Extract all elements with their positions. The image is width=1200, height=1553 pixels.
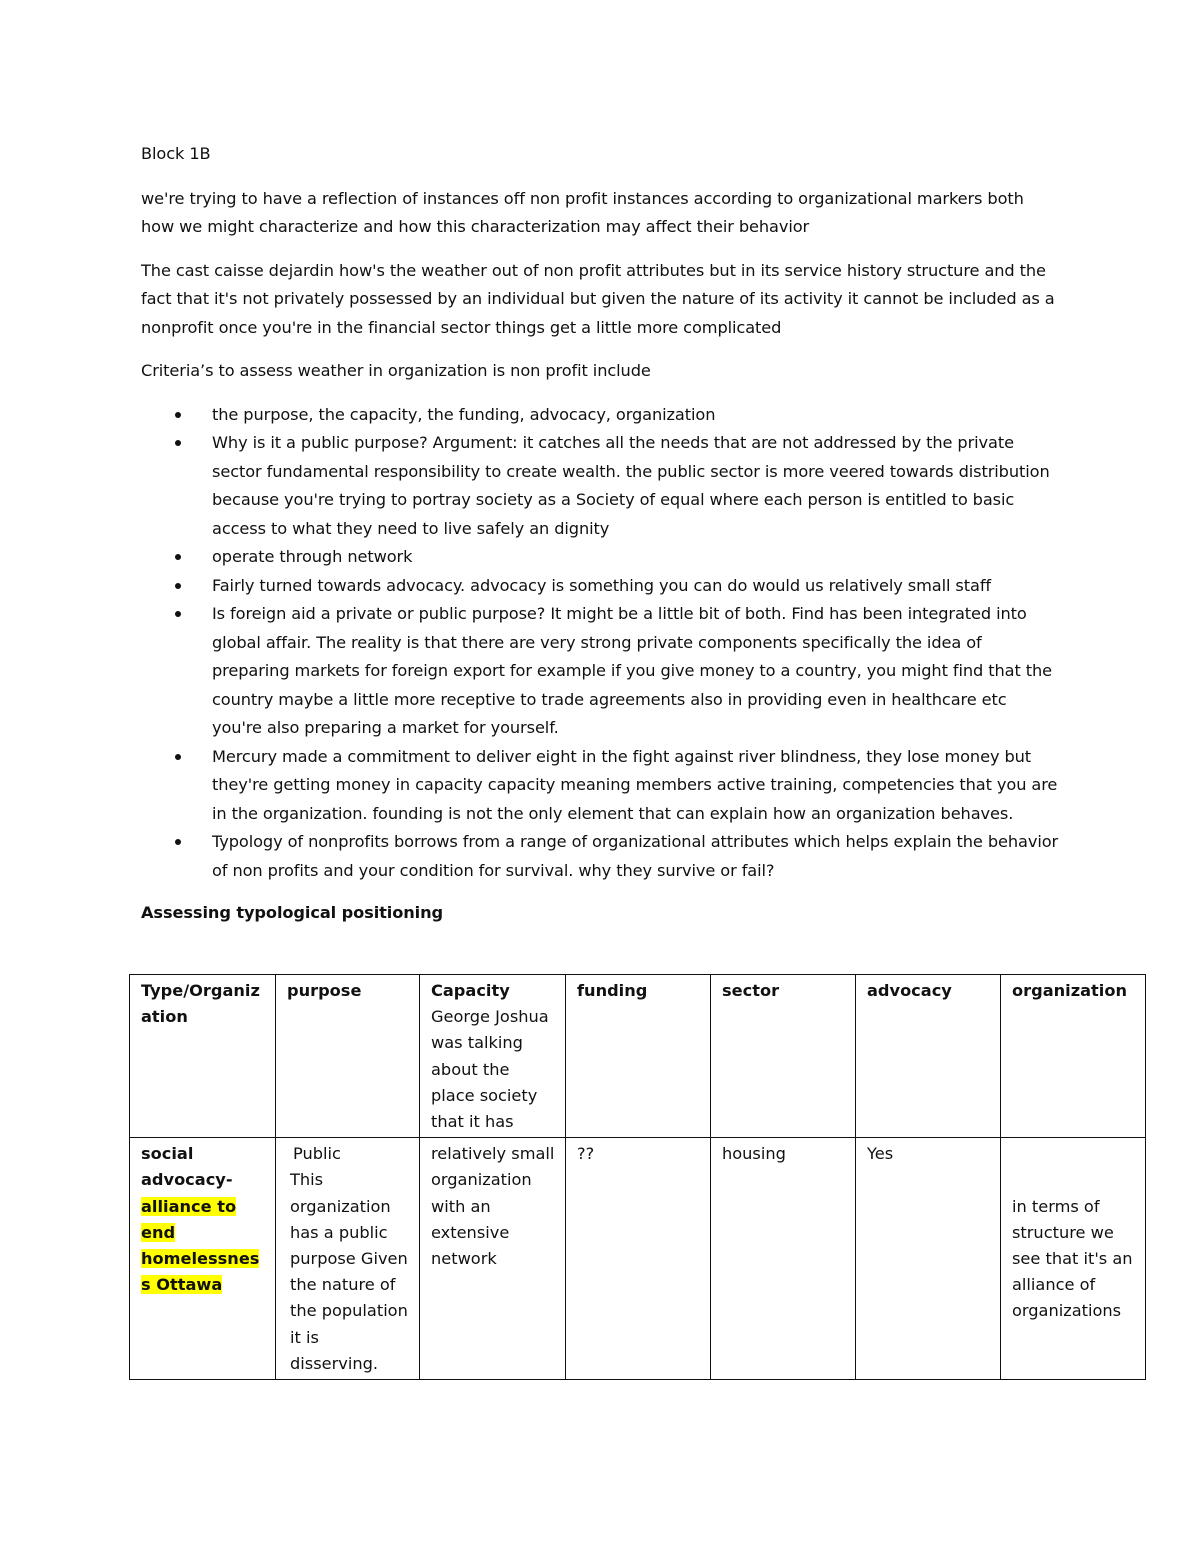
cell-organization-text: in terms of structure we see that it's an alliance of organizations xyxy=(1012,1196,1133,1321)
list-item: Fairly turned towards advocacy. advocacy is something you can do would us relatively small staff xyxy=(141,572,1061,601)
header-sector: sector xyxy=(711,975,856,1138)
cell-type-highlight: alliance to end homelessness Ottawa xyxy=(141,1196,260,1295)
header-capacity-label: Capacity xyxy=(431,981,510,1000)
cell-capacity: relatively small organization with an extensive network xyxy=(420,1138,566,1380)
paragraph-intro: we're trying to have a reflection of instances off non profit instances according to organizational markers both how we might characterize and how this characterization may affect their behavior xyxy=(141,188,1024,236)
paragraph-caisse: The cast caisse dejardin how's the weather out of non profit attributes but in its service history structure and the fact that it's not privately possessed by an individual but given the nature of its activity it cannot be included as a nonprofit once you're in the financial sector things get a little more complicated xyxy=(141,260,1055,337)
cell-funding: ?? xyxy=(566,1138,711,1380)
paragraph-criteria: Criteria’s to assess weather in organization is non profit include xyxy=(141,361,651,380)
cell-purpose xyxy=(276,1138,420,1380)
cell-sector: housing xyxy=(711,1138,856,1380)
list-item: the purpose, the capacity, the funding, advocacy, organization xyxy=(141,401,1061,430)
list-item: Typology of nonprofits borrows from a range of organizational attributes which helps explain the behavior of non profits and your condition for survival. why they survive or fail? xyxy=(141,828,1061,885)
header-purpose: purpose xyxy=(276,975,420,1138)
cell-purpose-line2: This organization has a public purpose Given the nature of the population it is disserving. xyxy=(290,1170,408,1373)
document-title: Block 1B xyxy=(141,144,211,163)
table-row xyxy=(130,1138,1146,1380)
cell-organization-spacer xyxy=(1012,1141,1137,1167)
cell-organization-spacer xyxy=(1012,1167,1137,1193)
cell-purpose-line1: Public xyxy=(293,1144,341,1164)
cell-type-prefix: social advocacy- xyxy=(141,1144,233,1190)
section-heading: Assessing typological positioning xyxy=(141,903,444,922)
document-body xyxy=(141,140,1061,942)
header-capacity xyxy=(420,975,566,1138)
header-capacity-note: George Joshua was talking about the place society that it has xyxy=(431,1007,549,1132)
cell-advocacy: Yes xyxy=(856,1138,1001,1380)
list-item: operate through network xyxy=(141,543,1061,572)
cell-organization xyxy=(1001,1138,1146,1380)
typology-table xyxy=(129,974,1146,1380)
header-advocacy: advocacy xyxy=(856,975,1001,1138)
list-item: Why is it a public purpose? Argument: it catches all the needs that are not addressed by the private sector fundamental responsibility to create wealth. the public sector is more veered towards distribution because you're trying to portray society as a Society of equal where each person is entitled to basic access to what they need to live safely an dignity xyxy=(141,429,1061,543)
list-item: Mercury made a commitment to deliver eight in the fight against river blindness, they lose money but they're getting money in capacity capacity meaning members active training, competencies that you are in the organization. founding is not the only element that can explain how an organization behaves. xyxy=(141,743,1061,829)
table-header-row xyxy=(130,975,1146,1138)
criteria-list xyxy=(141,401,1061,886)
header-funding: funding xyxy=(566,975,711,1138)
header-type: Type/Organization xyxy=(130,975,276,1138)
cell-type xyxy=(130,1138,276,1380)
list-item: Is foreign aid a private or public purpose? It might be a little bit of both. Find has been integrated into global affair. The reality is that there are very strong private components specifically the idea of preparing markets for foreign export for example if you give money to a country, you might find that the country maybe a little more receptive to trade agreements also in providing even in healthcare etc you're also preparing a market for yourself. xyxy=(141,600,1061,743)
header-organization: organization xyxy=(1001,975,1146,1138)
